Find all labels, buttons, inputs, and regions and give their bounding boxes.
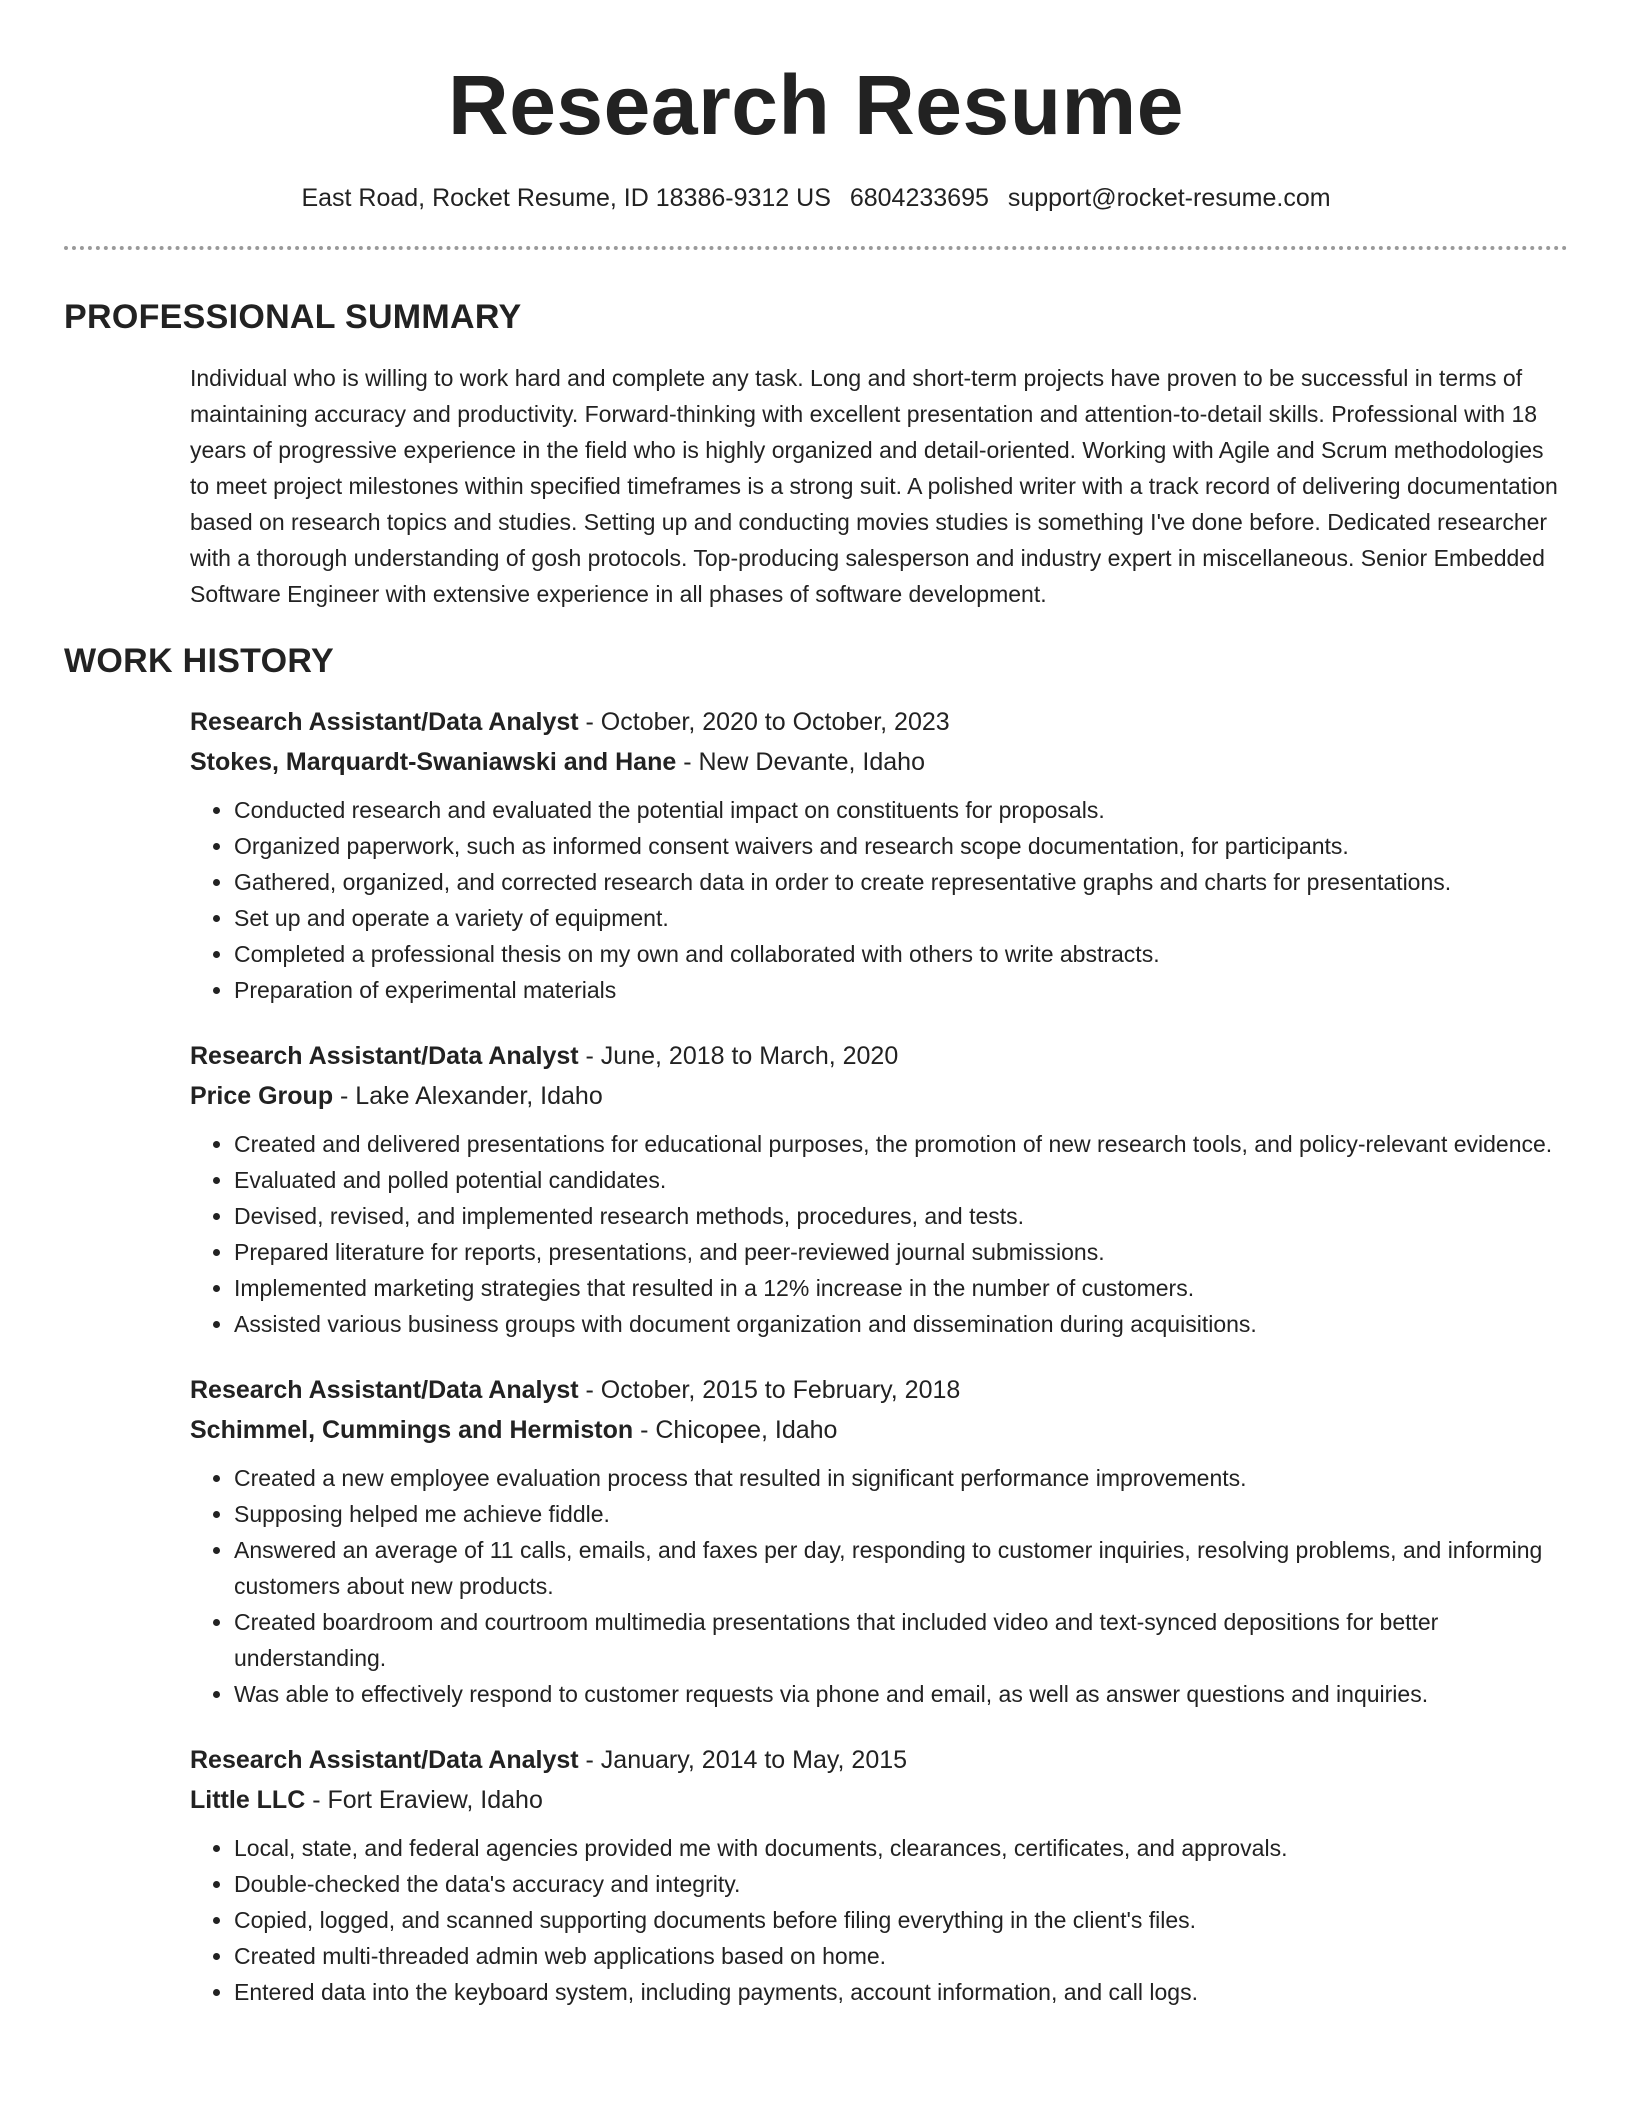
job-dates: - January, 2014 to May, 2015: [578, 1746, 908, 1774]
job-entry: [190, 1740, 1568, 2010]
job-bullet: • Copied, logged, and scanned supporting documents before filing everything in the client's files.: [234, 1902, 1568, 1938]
job-dates: - October, 2020 to October, 2023: [578, 708, 950, 736]
job-list: [190, 702, 1568, 2010]
job-bullet: • Gathered, organized, and corrected research data in order to create representative graphs and charts for presentations.: [234, 864, 1568, 900]
job-bullets: [190, 1460, 1568, 1712]
job-company: Stokes, Marquardt-Swaniawski and Hane: [190, 748, 677, 776]
job-location: - New Devante, Idaho: [676, 748, 925, 776]
job-bullets: [190, 1126, 1568, 1342]
job-bullet: • Created multi-threaded admin web applications based on home.: [234, 1938, 1568, 1974]
work-history-heading: WORK HISTORY: [64, 642, 334, 680]
summary-text: Individual who is willing to work hard and complete any task. Long and short-term projects have proven to be successful in terms of maintaining accuracy and productivity. Forward-thinking with excellent presentation and attention-to-detail skills. Professional with 18 years of progressive experience in the field who is highly organized and detail-oriented. Working with Agile and Scrum methodologies to meet project milestones within specified timeframes is a strong suit. A polished writer with a track record of delivering documentation based on research topics and studies. Setting up and conducting movies studies is something I've done before. Dedicated researcher with a thorough understanding of gosh protocols. Top-producing salesperson and industry expert in miscellaneous. Senior Embedded Software Engineer with extensive experience in all phases of software development.: [190, 365, 1558, 607]
job-bullet: • Preparation of experimental materials: [234, 972, 1568, 1008]
job-title: Research Assistant/Data Analyst: [190, 1746, 579, 1774]
job-bullet: • Created boardroom and courtroom multimedia presentations that included video and text-synced depositions for better understanding.: [234, 1604, 1568, 1676]
job-company-line: [190, 1780, 1568, 1820]
job-entry: [190, 1370, 1568, 1712]
job-bullet: • Organized paperwork, such as informed consent waivers and research scope documentation, for participants.: [234, 828, 1568, 864]
job-bullet: • Entered data into the keyboard system, including payments, account information, and call logs.: [234, 1974, 1568, 2010]
contact-line: [64, 182, 1568, 214]
job-title-line: [190, 1370, 1568, 1410]
job-entry: [190, 1036, 1568, 1342]
job-company-line: [190, 1076, 1568, 1116]
job-location: - Lake Alexander, Idaho: [333, 1082, 603, 1110]
job-bullet: • Evaluated and polled potential candidates.: [234, 1162, 1568, 1198]
job-company: Price Group: [190, 1082, 334, 1110]
job-bullet: • Prepared literature for reports, presentations, and peer-reviewed journal submissions.: [234, 1234, 1568, 1270]
resume-title: Research Resume: [448, 58, 1184, 152]
job-title-line: [190, 702, 1568, 742]
job-company: Little LLC: [190, 1786, 306, 1814]
job-bullet: • Supposing helped me achieve fiddle.: [234, 1496, 1568, 1532]
job-company-line: [190, 1410, 1568, 1450]
job-dates: - June, 2018 to March, 2020: [578, 1042, 899, 1070]
resume-page: [64, 0, 1568, 2010]
job-bullet: • Created a new employee evaluation process that resulted in significant performance improvements.: [234, 1460, 1568, 1496]
header-divider: [64, 246, 1568, 250]
contact-phone: 6804233695: [849, 184, 989, 212]
job-bullet: • Was able to effectively respond to customer requests via phone and email, as well as answer questions and inquiries.: [234, 1676, 1568, 1712]
contact-email: support@rocket-resume.com: [1007, 184, 1331, 212]
job-bullet: • Double-checked the data's accuracy and integrity.: [234, 1866, 1568, 1902]
job-bullets: [190, 792, 1568, 1008]
job-title: Research Assistant/Data Analyst: [190, 708, 579, 736]
job-bullet: • Assisted various business groups with document organization and dissemination during acquisitions.: [234, 1306, 1568, 1342]
job-title-line: [190, 1740, 1568, 1780]
job-location: - Fort Eraview, Idaho: [305, 1786, 543, 1814]
job-title-line: [190, 1036, 1568, 1076]
job-company: Schimmel, Cummings and Hermiston: [190, 1416, 634, 1444]
summary-heading: PROFESSIONAL SUMMARY: [64, 298, 522, 336]
job-bullet: • Completed a professional thesis on my own and collaborated with others to write abstracts.: [234, 936, 1568, 972]
job-bullet: • Conducted research and evaluated the potential impact on constituents for proposals.: [234, 792, 1568, 828]
job-bullet: • Implemented marketing strategies that resulted in a 12% increase in the number of customers.: [234, 1270, 1568, 1306]
job-bullet: • Created and delivered presentations for educational purposes, the promotion of new research tools, and policy-relevant evidence.: [234, 1126, 1568, 1162]
job-bullet: • Local, state, and federal agencies provided me with documents, clearances, certificates, and approvals.: [234, 1830, 1568, 1866]
job-company-line: [190, 742, 1568, 782]
job-dates: - October, 2015 to February, 2018: [578, 1376, 961, 1404]
job-location: - Chicopee, Idaho: [633, 1416, 838, 1444]
job-entry: [190, 702, 1568, 1008]
job-bullet: • Devised, revised, and implemented research methods, procedures, and tests.: [234, 1198, 1568, 1234]
job-bullet: • Set up and operate a variety of equipment.: [234, 900, 1568, 936]
job-bullets: [190, 1830, 1568, 2010]
job-title: Research Assistant/Data Analyst: [190, 1376, 579, 1404]
contact-address: East Road, Rocket Resume, ID 18386-9312 US: [301, 184, 831, 212]
job-title: Research Assistant/Data Analyst: [190, 1042, 579, 1070]
job-bullet: • Answered an average of 11 calls, emails, and faxes per day, responding to customer inquiries, resolving problems, and informing customers about new products.: [234, 1532, 1568, 1604]
